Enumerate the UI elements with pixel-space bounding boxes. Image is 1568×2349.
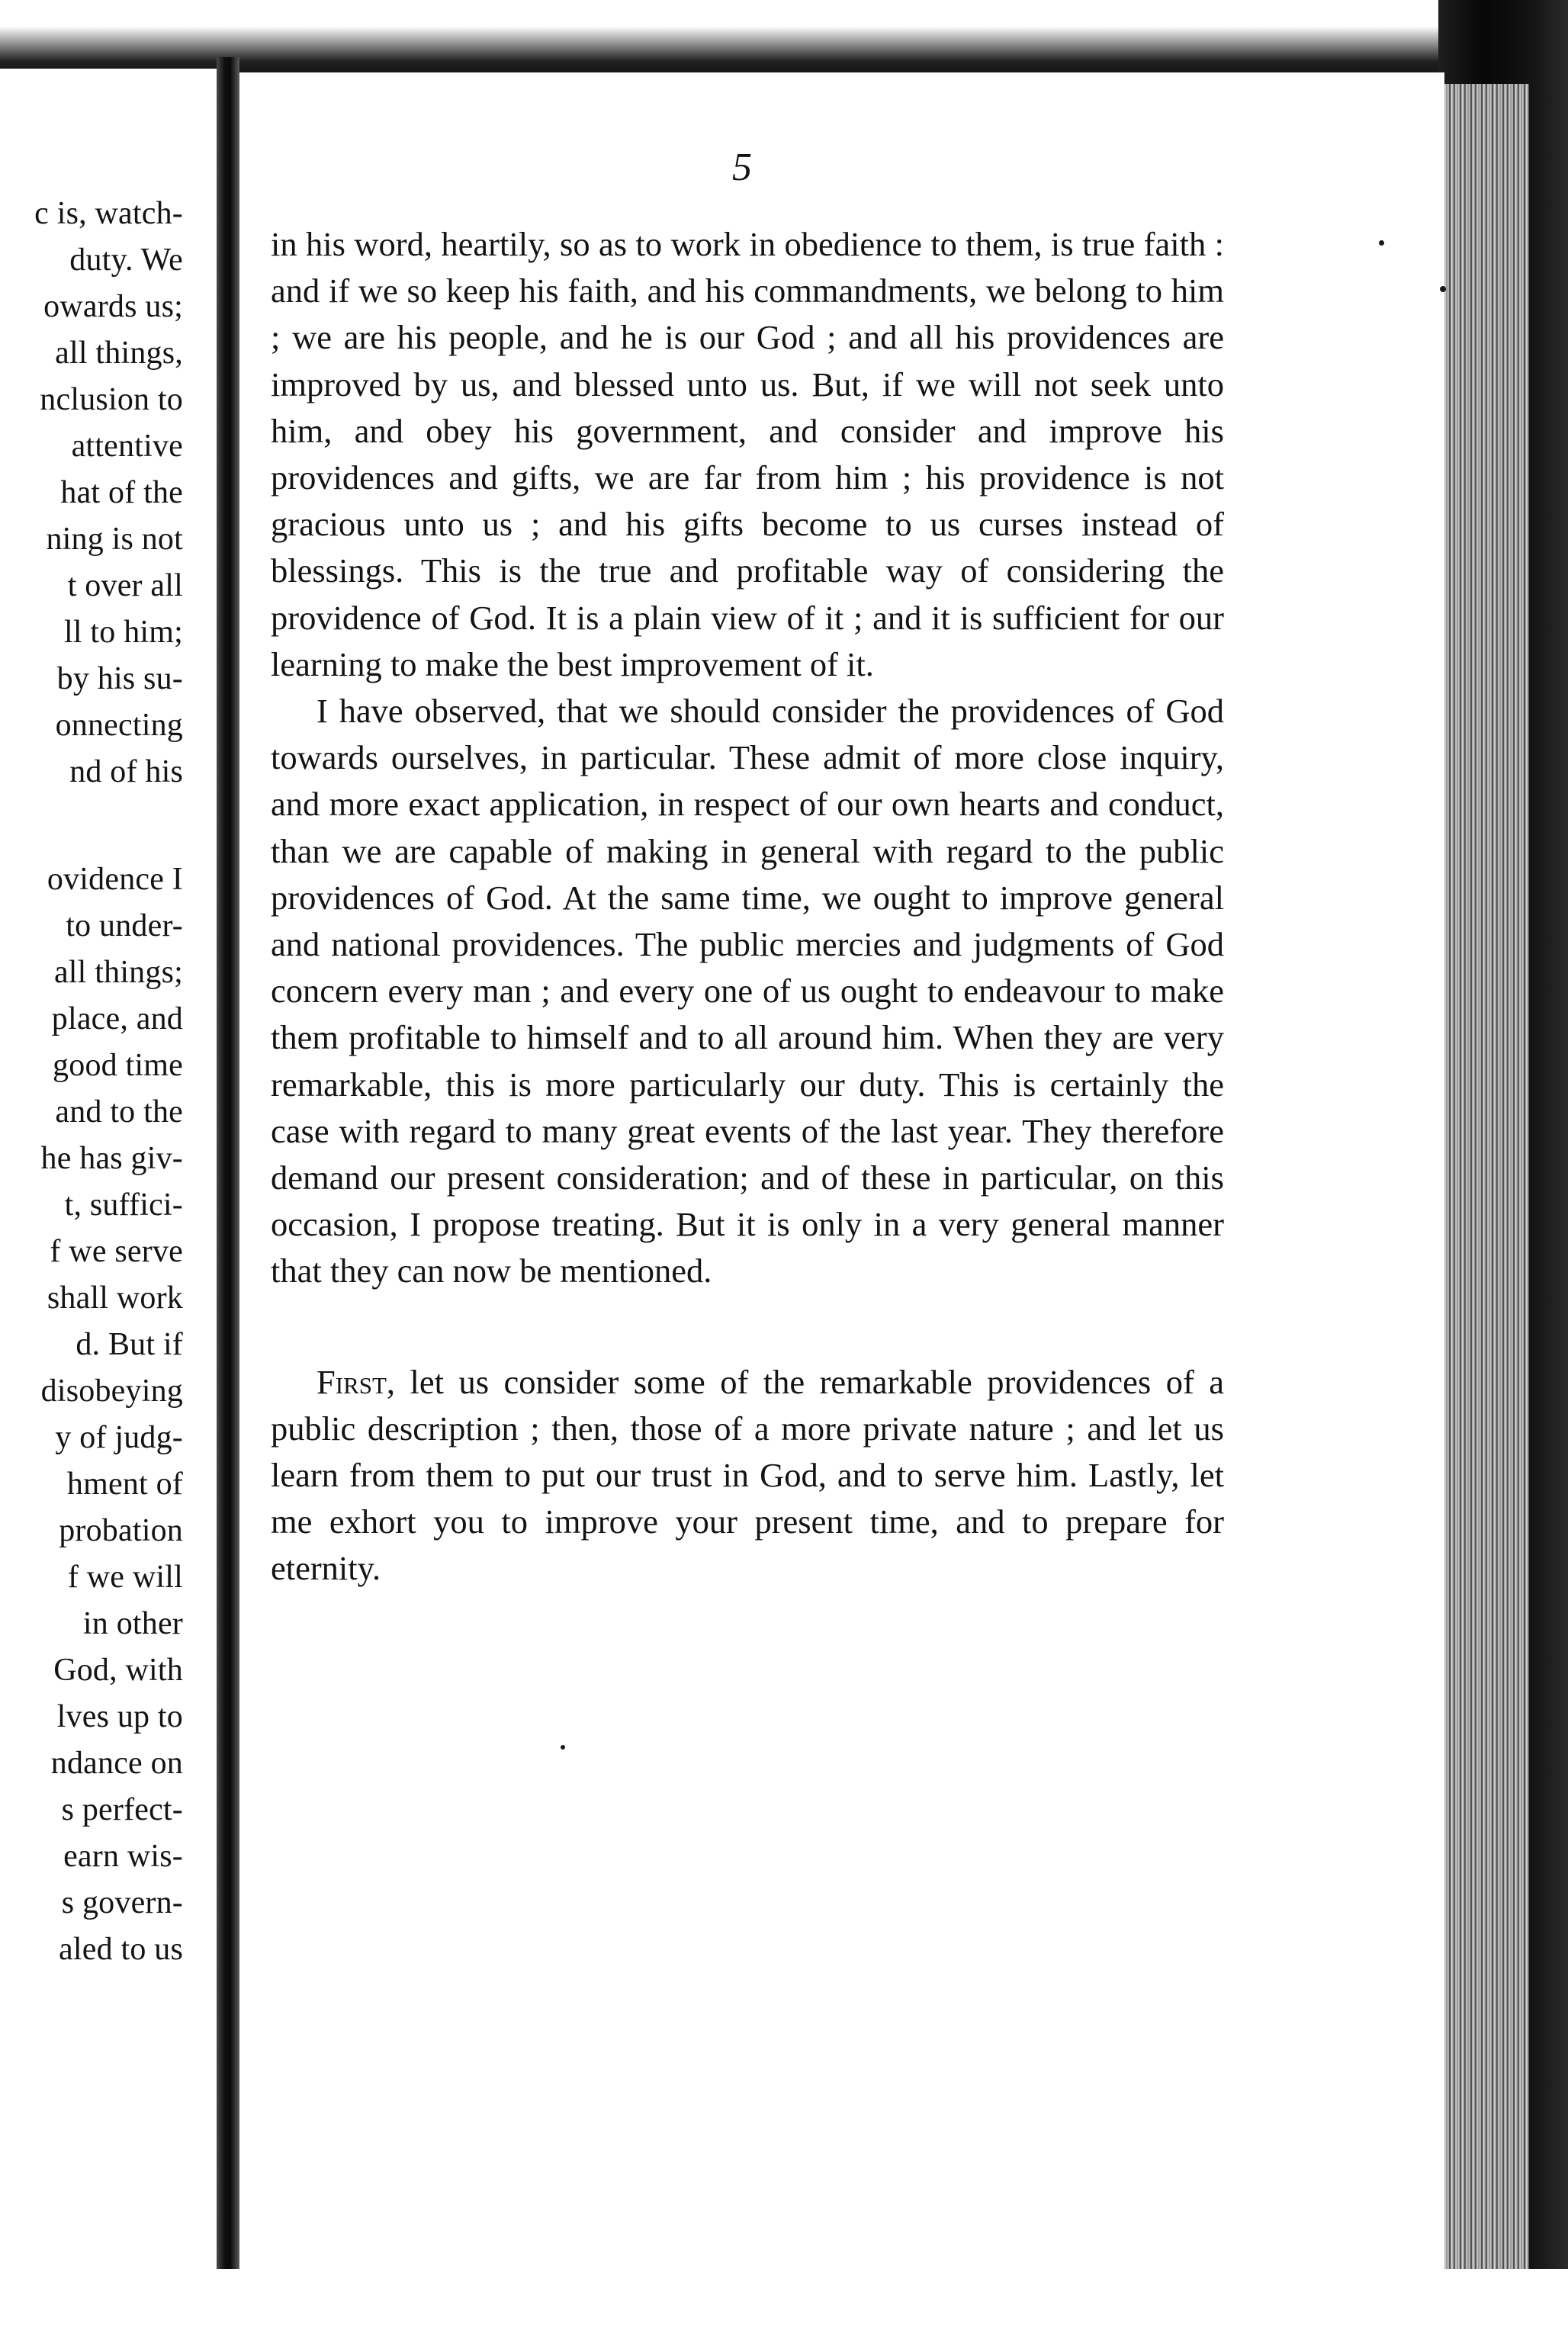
- left-page-line: owards us;: [43, 289, 183, 324]
- left-page-line: s perfect-: [61, 1792, 183, 1827]
- left-page-line: probation: [59, 1513, 183, 1548]
- left-page-line: earn wis-: [63, 1839, 183, 1874]
- paragraph-first-text: let us consider some of the remarkable providences of a public description ; then, those of a more private nature ; and let us learn from them to put our trust in God, and to serve him. Lastly, let me exhort you to improve your present time, and to prepare for eternity.: [271, 1362, 1224, 1588]
- left-facing-page: [0, 69, 217, 2349]
- left-page-text-fragments: [0, 191, 183, 1973]
- ink-speck: [1379, 240, 1384, 246]
- left-page-line: t, suffici-: [64, 1187, 183, 1223]
- page-number: 5: [732, 146, 752, 189]
- ink-speck: [1440, 286, 1446, 292]
- ink-speck: [561, 1745, 565, 1750]
- left-page-line: f we serve: [50, 1234, 183, 1269]
- book-page-edges: [1430, 84, 1529, 2273]
- paragraph-lead-word: First,: [316, 1362, 396, 1401]
- left-page-line: hment of: [66, 1467, 183, 1502]
- page-bottom-margin: [198, 2269, 1568, 2349]
- left-page-line: attentive: [71, 429, 183, 464]
- left-page-line: [0, 795, 183, 856]
- left-page-line: he has giv-: [40, 1141, 183, 1176]
- left-page-line: duty. We: [69, 243, 183, 278]
- left-page-line: d. But if: [76, 1327, 183, 1362]
- left-page-line: in other: [82, 1606, 183, 1641]
- page-body-text: [271, 221, 1224, 1592]
- left-page-line: f we will: [67, 1560, 183, 1595]
- left-page-line: ll to him;: [63, 615, 183, 650]
- left-page-line: by his su-: [56, 661, 183, 696]
- left-page-line: ning is not: [46, 522, 183, 557]
- left-page-line: t over all: [67, 568, 183, 603]
- left-page-line: God, with: [53, 1653, 183, 1688]
- left-page-line: c is, watch-: [34, 196, 183, 231]
- paragraph-first: [271, 1359, 1224, 1592]
- paragraph-continuation: in his word, heartily, so as to work in obedience to them, is true faith : and if we so keep his faith, and his commandments, we belong to him ; we are his people, and he is our God ; and all his providences are improved by us, and blessed unto us. But, if we will not seek unto him, and obey his government, and consider and improve his providences and gifts, we are far from him ; his providence is not gracious unto us ; and his gifts become to us curses instead of blessings. This is the true and profitable way of considering the providence of God. It is a plain view of it ; and it is sufficient for our learning to make the best improvement of it.: [271, 225, 1224, 683]
- left-page-line: s govern-: [61, 1885, 183, 1920]
- left-page-line: lves up to: [56, 1699, 183, 1734]
- left-page-line: good time: [53, 1048, 183, 1083]
- left-page-line: to under-: [66, 908, 183, 943]
- left-page-line: ndance on: [50, 1746, 183, 1781]
- left-page-line: nclusion to: [40, 382, 183, 417]
- book-gutter: [217, 57, 239, 2330]
- left-page-line: and to the: [55, 1094, 183, 1130]
- left-page-line: onnecting: [55, 708, 183, 743]
- paragraph-providences: I have observed, that we should consider the providences of God towards ourselves, in particular. These admit of more close inquiry, and more exact application, in respect of our own hearts and conduct, than we are capable of making in general with regard to the public providences of God. At the same time, we ought to improve general and national providences. The public mercies and judgments of God concern every man ; and every one of us ought to endeavour to make them profitable to himself and to all around him. When they are very remarkable, this is more particularly our duty. This is certainly the case with regard to many great events of the last year. They therefore demand our present consideration; and of these in particular, on this occasion, I propose treating. But it is only in a very general manner that they can now be mentioned.: [271, 692, 1224, 1290]
- left-page-line: ovidence I: [47, 862, 183, 897]
- left-page-line: disobeying: [40, 1374, 183, 1409]
- left-page-line: hat of the: [60, 475, 183, 510]
- left-page-line: y of judg-: [55, 1420, 183, 1455]
- left-page-line: aled to us: [59, 1932, 183, 1967]
- left-page-line: all things,: [55, 336, 183, 371]
- left-page-line: all things;: [53, 955, 183, 990]
- left-page-line: nd of his: [69, 754, 183, 789]
- left-page-line: place, and: [51, 1001, 183, 1036]
- left-page-line: shall work: [47, 1281, 183, 1316]
